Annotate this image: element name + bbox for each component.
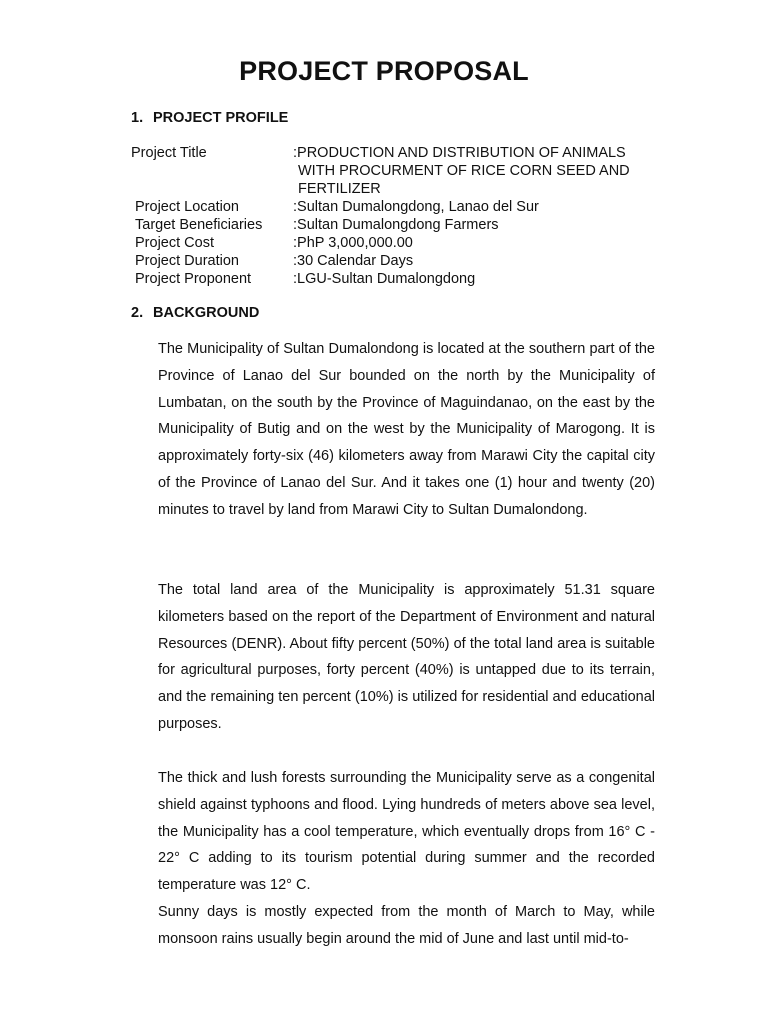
paragraph-text: The thick and lush forests surrounding the Municipality serve as a congenital shield against typhoons and flood. Lying hundreds of meters above sea level, the Municipality has a cool temperature, which eventually drops from 16° C - 22° C adding to its tourism potential during summer and the recorded temperature was 12° C. — [158, 770, 655, 894]
background-paragraph-4 — [158, 899, 655, 953]
profile-value: :Sultan Dumalongdong, Lanao del Sur — [293, 199, 539, 215]
profile-value — [293, 144, 671, 198]
section-heading-project-profile — [131, 110, 288, 126]
profile-value-line: WITH PROCURMENT OF RICE CORN SEED AND — [298, 163, 630, 179]
project-profile-table — [131, 144, 671, 288]
profile-value: :LGU-Sultan Dumalongdong — [293, 271, 476, 287]
section-label: PROJECT PROFILE — [153, 110, 289, 126]
profile-label: Project Location — [135, 199, 239, 215]
profile-row-location — [131, 198, 671, 216]
section-number: 1. — [131, 110, 144, 126]
profile-row-beneficiaries — [131, 216, 671, 234]
profile-label: Target Beneficiaries — [135, 217, 263, 233]
section-heading-background — [131, 305, 259, 321]
profile-row-title — [131, 144, 671, 198]
profile-value-line: :PRODUCTION AND DISTRIBUTION OF ANIMALS — [293, 145, 626, 161]
profile-value: :PhP 3,000,000.00 — [293, 235, 413, 251]
profile-row-proponent — [131, 270, 671, 288]
document-title: PROJECT PROPOSAL — [239, 56, 529, 86]
profile-label: Project Proponent — [135, 271, 252, 287]
background-paragraph-3 — [158, 765, 655, 899]
profile-row-duration — [131, 252, 671, 270]
background-paragraph-2 — [158, 577, 655, 738]
background-paragraph-1 — [158, 336, 655, 524]
profile-value: :Sultan Dumalongdong Farmers — [293, 217, 499, 233]
paragraph-text: Sunny days is mostly expected from the month of March to May, while monsoon rains usually begin around the mid of June and last until mid-to- — [158, 904, 655, 947]
profile-label: Project Cost — [135, 235, 214, 251]
profile-label: Project Title — [131, 145, 207, 161]
profile-value-line: FERTILIZER — [298, 181, 381, 197]
section-label: BACKGROUND — [153, 305, 260, 321]
section-number: 2. — [131, 305, 144, 321]
paragraph-text: The Municipality of Sultan Dumalondong is located at the southern part of the Province of Lanao del Sur bounded on the north by the Municipality of Lumbatan, on the south by the Province of Maguindanao, on the east by the Municipality of Butig and on the west by the Municipality of Marogong. It is approximately forty-six (46) kilometers away from Marawi City the capital city of the Province of Lanao del Sur. And it takes one (1) hour and twenty (20) minutes to travel by land from Marawi City to Sultan Dumalondong. — [158, 341, 655, 518]
profile-value: :30 Calendar Days — [293, 253, 414, 269]
profile-label: Project Duration — [135, 253, 239, 269]
paragraph-text: The total land area of the Municipality is approximately 51.31 square kilometers based on the report of the Department of Environment and natural Resources (DENR). About fifty percent (50%) of the total land area is suitable for agricultural purposes, forty percent (40%) is untapped due to its terrain, and the remaining ten percent (10%) is utilized for residential and educational purposes. — [158, 582, 655, 732]
profile-row-cost — [131, 234, 671, 252]
